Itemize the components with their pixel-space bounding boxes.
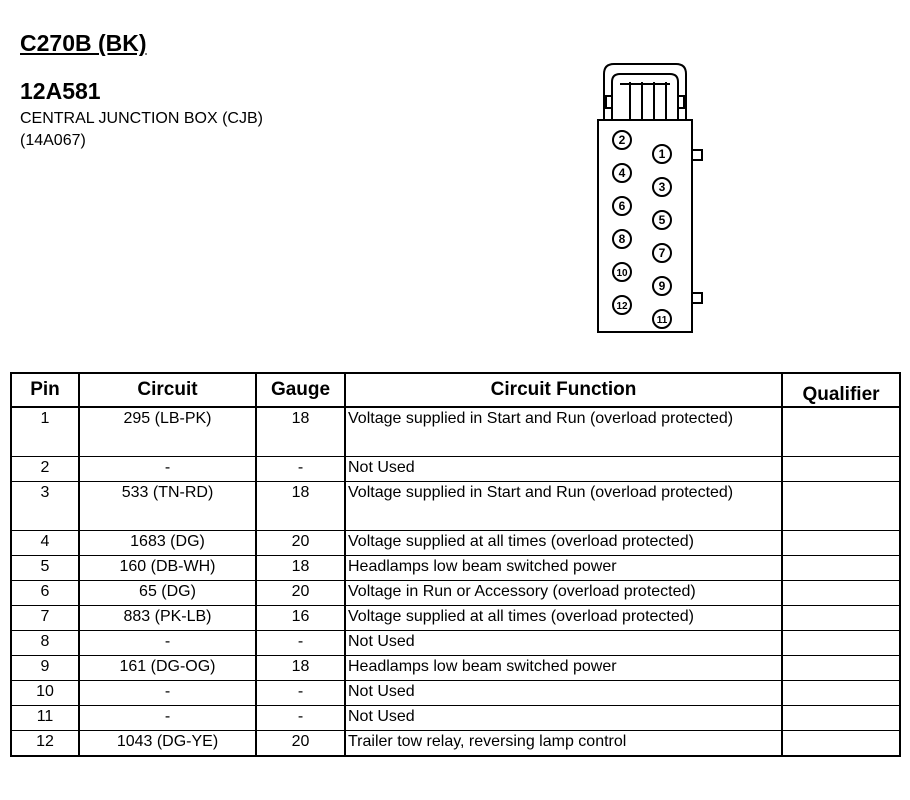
cell-pin: 11 — [11, 706, 79, 731]
connector-pin-8 — [613, 230, 631, 248]
cell-pin: 5 — [11, 556, 79, 581]
component-name: CENTRAL JUNCTION BOX (CJB) — [20, 110, 263, 127]
connector-pin-label: 5 — [658, 213, 666, 227]
cell-gauge: 18 — [256, 556, 345, 581]
cell-pin: 10 — [11, 681, 79, 706]
part-number: 12A581 — [20, 78, 101, 104]
connector-pin-11 — [653, 310, 671, 328]
connector-pin-9 — [653, 277, 671, 295]
cell-function: Not Used — [345, 631, 782, 656]
circuit-column-header: Circuit — [79, 373, 256, 407]
cell-gauge: 20 — [256, 581, 345, 606]
connector-pin-label: 4 — [618, 166, 626, 180]
connector-face-diagram — [590, 60, 720, 340]
cell-gauge: 20 — [256, 531, 345, 556]
cell-gauge: 18 — [256, 407, 345, 457]
connector-key-lower — [692, 293, 702, 303]
cell-function: Not Used — [345, 457, 782, 482]
cell-function: Trailer tow relay, reversing lamp control — [345, 731, 782, 757]
connector-pin-1 — [653, 145, 671, 163]
connector-pin-10 — [613, 263, 631, 281]
cell-qualifier — [782, 656, 900, 681]
cell-circuit: 883 (PK-LB) — [79, 606, 256, 631]
cell-circuit: 65 (DG) — [79, 581, 256, 606]
cell-pin: 6 — [11, 581, 79, 606]
connector-pin-2 — [613, 131, 631, 149]
cell-circuit: 295 (LB-PK) — [79, 407, 256, 457]
connector-pin-12 — [613, 296, 631, 314]
table-row — [11, 731, 900, 757]
cell-qualifier — [782, 531, 900, 556]
cell-pin: 2 — [11, 457, 79, 482]
connector-pin-label: 6 — [618, 199, 626, 213]
cell-circuit: - — [79, 681, 256, 706]
connector-pin-3 — [653, 178, 671, 196]
cell-function: Voltage supplied at all times (overload protected) — [345, 531, 782, 556]
cell-qualifier — [782, 407, 900, 457]
connector-pin-label: 3 — [658, 180, 666, 194]
cell-circuit: - — [79, 457, 256, 482]
cell-qualifier — [782, 457, 900, 482]
connector-body — [598, 120, 692, 332]
cell-gauge: 16 — [256, 606, 345, 631]
cell-pin: 3 — [11, 482, 79, 531]
cell-circuit: 1683 (DG) — [79, 531, 256, 556]
cell-function: Voltage supplied in Start and Run (overload protected) — [345, 482, 782, 531]
cell-qualifier — [782, 681, 900, 706]
cell-gauge: 18 — [256, 482, 345, 531]
table-row — [11, 482, 900, 531]
cell-function: Headlamps low beam switched power — [345, 656, 782, 681]
cell-function: Voltage supplied at all times (overload protected) — [345, 606, 782, 631]
cell-circuit: 160 (DB-WH) — [79, 556, 256, 581]
table-row — [11, 407, 900, 457]
table-row — [11, 581, 900, 606]
cell-function: Not Used — [345, 706, 782, 731]
table-row — [11, 631, 900, 656]
cell-pin: 12 — [11, 731, 79, 757]
gauge-column-header: Gauge — [256, 373, 345, 407]
connector-pin-label: 1 — [658, 147, 666, 161]
connector-pin-label: 12 — [616, 301, 628, 312]
table-row — [11, 656, 900, 681]
cell-function: Voltage supplied in Start and Run (overload protected) — [345, 407, 782, 457]
cell-gauge: - — [256, 457, 345, 482]
table-row — [11, 681, 900, 706]
cell-qualifier — [782, 482, 900, 531]
cell-circuit: - — [79, 631, 256, 656]
cell-circuit: 1043 (DG-YE) — [79, 731, 256, 757]
connector-pin-7 — [653, 244, 671, 262]
cell-function: Voltage in Run or Accessory (overload protected) — [345, 581, 782, 606]
cell-function: Not Used — [345, 681, 782, 706]
connector-latch — [604, 64, 686, 120]
connector-pin-label: 7 — [658, 246, 666, 260]
pinout-table — [10, 372, 901, 757]
cell-circuit: 533 (TN-RD) — [79, 482, 256, 531]
connector-pin-label: 11 — [656, 315, 668, 326]
cell-qualifier — [782, 731, 900, 757]
cell-pin: 7 — [11, 606, 79, 631]
table-row — [11, 457, 900, 482]
table-header-row — [11, 373, 900, 407]
connector-pin-label: 10 — [616, 268, 628, 279]
connector-key-upper — [692, 150, 702, 160]
cell-qualifier — [782, 581, 900, 606]
connector-id-heading: C270B (BK) — [20, 30, 147, 56]
connector-pin-6 — [613, 197, 631, 215]
cell-gauge: 18 — [256, 656, 345, 681]
cell-qualifier — [782, 606, 900, 631]
table-row — [11, 706, 900, 731]
cell-qualifier — [782, 706, 900, 731]
cell-gauge: 20 — [256, 731, 345, 757]
component-code: (14A067) — [20, 132, 86, 149]
cell-pin: 4 — [11, 531, 79, 556]
cell-qualifier — [782, 556, 900, 581]
cell-qualifier — [782, 631, 900, 656]
connector-pin-5 — [653, 211, 671, 229]
qualifier-column-header: Qualifier — [782, 373, 900, 407]
cell-pin: 9 — [11, 656, 79, 681]
connector-pin-label: 8 — [618, 232, 626, 246]
connector-pin-label: 2 — [618, 133, 626, 147]
connector-pin-label: 9 — [658, 279, 666, 293]
cell-function: Headlamps low beam switched power — [345, 556, 782, 581]
table-row — [11, 556, 900, 581]
cell-pin: 8 — [11, 631, 79, 656]
table-row — [11, 606, 900, 631]
function-column-header: Circuit Function — [345, 373, 782, 407]
connector-pin-4 — [613, 164, 631, 182]
cell-circuit: - — [79, 706, 256, 731]
cell-gauge: - — [256, 681, 345, 706]
cell-pin: 1 — [11, 407, 79, 457]
cell-gauge: - — [256, 706, 345, 731]
pin-column-header: Pin — [11, 373, 79, 407]
table-row — [11, 531, 900, 556]
cell-circuit: 161 (DG-OG) — [79, 656, 256, 681]
cell-gauge: - — [256, 631, 345, 656]
